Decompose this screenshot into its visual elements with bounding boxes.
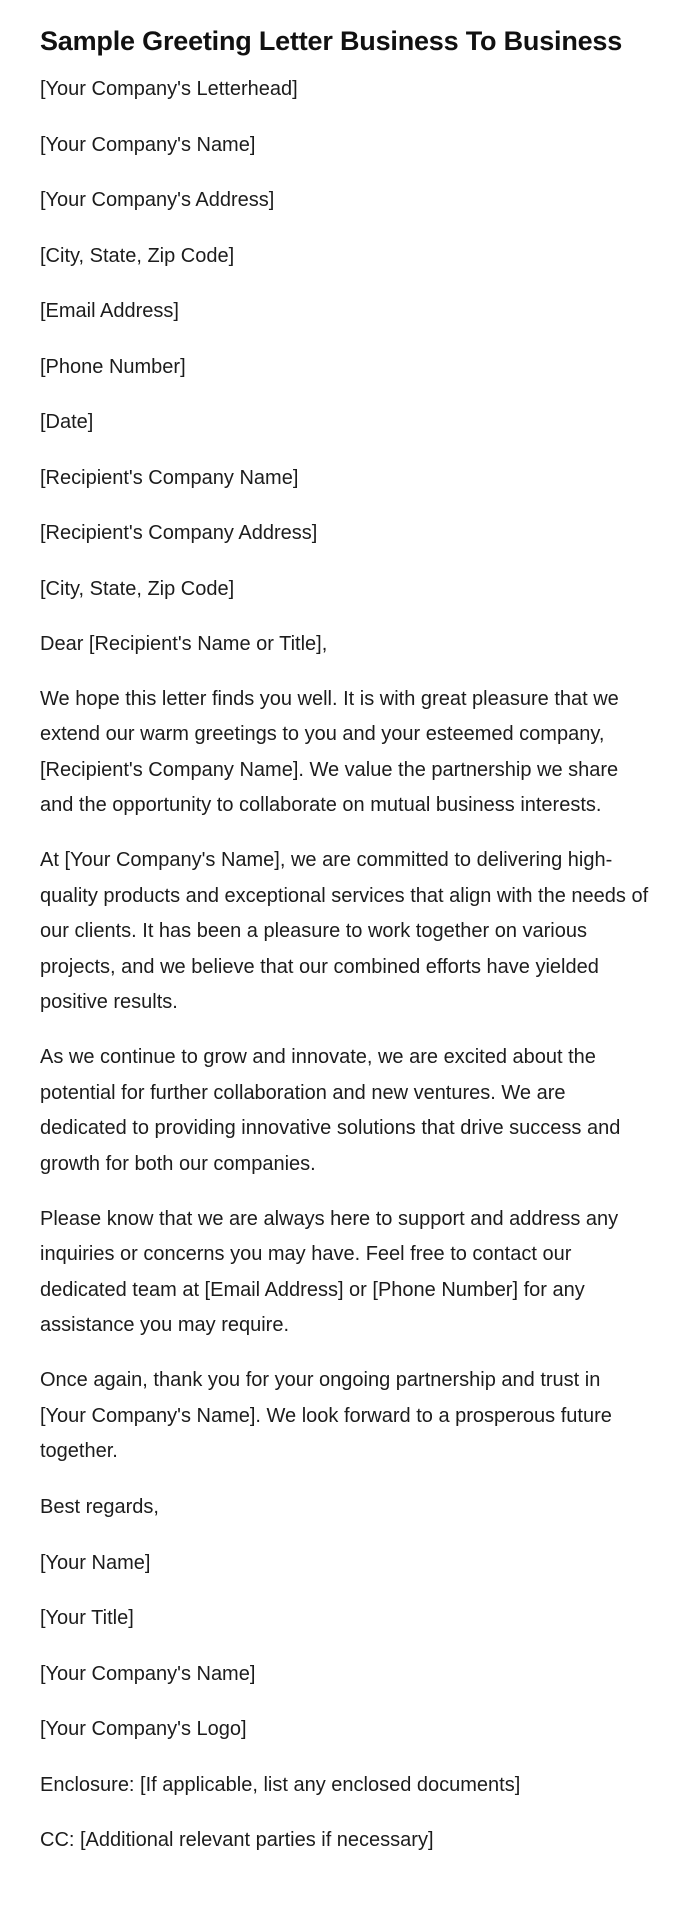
sender-company-address: [Your Company's Address] <box>40 189 275 211</box>
body-paragraph-2: At [Your Company's Name], we are committed to delivering high-quality products and exceptional services that align with the needs of our clients. It has been a pleasure to work together on various projects, and we believe that our combined efforts have yielded positive results. <box>40 849 649 1013</box>
body-paragraph-4: Please know that we are always here to support and address any inquiries or concerns you may have. Feel free to contact our dedicated team at [Email Address] or [Phone Number] for any assistance you may require. <box>40 1207 619 1336</box>
sender-letterhead: [Your Company's Letterhead] <box>40 78 298 100</box>
sender-email: [Email Address] <box>40 300 179 322</box>
recipient-city-state-zip: [City, State, Zip Code] <box>40 577 235 600</box>
body-paragraph-3: As we continue to grow and innovate, we are excited about the potential for further collaboration and new ventures. We are dedicated to providing innovative solutions that drive success and growth for both our companies. <box>40 1046 621 1175</box>
letter-date: [Date] <box>40 411 94 433</box>
sender-company-name: [Your Company's Name] <box>40 133 256 156</box>
signature-block <box>40 1545 660 1748</box>
signature-name: [Your Name] <box>40 1551 151 1574</box>
cc-note: CC: [Additional relevant parties if necessary] <box>40 1829 434 1851</box>
sender-phone: [Phone Number] <box>40 355 186 378</box>
enclosure-note: Enclosure: [If applicable, list any enclosed documents] <box>40 1773 521 1796</box>
recipient-company-name: [Recipient's Company Name] <box>40 466 299 489</box>
salutation: Dear [Recipient's Name or Title], <box>40 633 328 655</box>
page-title: Sample Greeting Letter Business To Business <box>40 26 623 56</box>
recipient-company-address: [Recipient's Company Address] <box>40 522 318 544</box>
signature-logo: [Your Company's Logo] <box>40 1718 247 1740</box>
signature-company-name: [Your Company's Name] <box>40 1662 256 1685</box>
closing: Best regards, <box>40 1496 159 1518</box>
sender-block <box>40 71 660 385</box>
signature-title: [Your Title] <box>40 1607 134 1629</box>
body-paragraph-5: Once again, thank you for your ongoing partnership and trust in [Your Company's Name]. We look forward to a prosperous future together. <box>40 1369 612 1462</box>
letter-body <box>40 682 660 1470</box>
sender-city-state-zip: [City, State, Zip Code] <box>40 244 235 267</box>
recipient-block <box>40 460 660 607</box>
body-paragraph-1: We hope this letter finds you well. It is with great pleasure that we extend our warm greetings to you and your esteemed company, [Recipient's Company Name]. We value the partnership we share and the opportunity to collaborate on mutual business interests. <box>40 687 619 816</box>
